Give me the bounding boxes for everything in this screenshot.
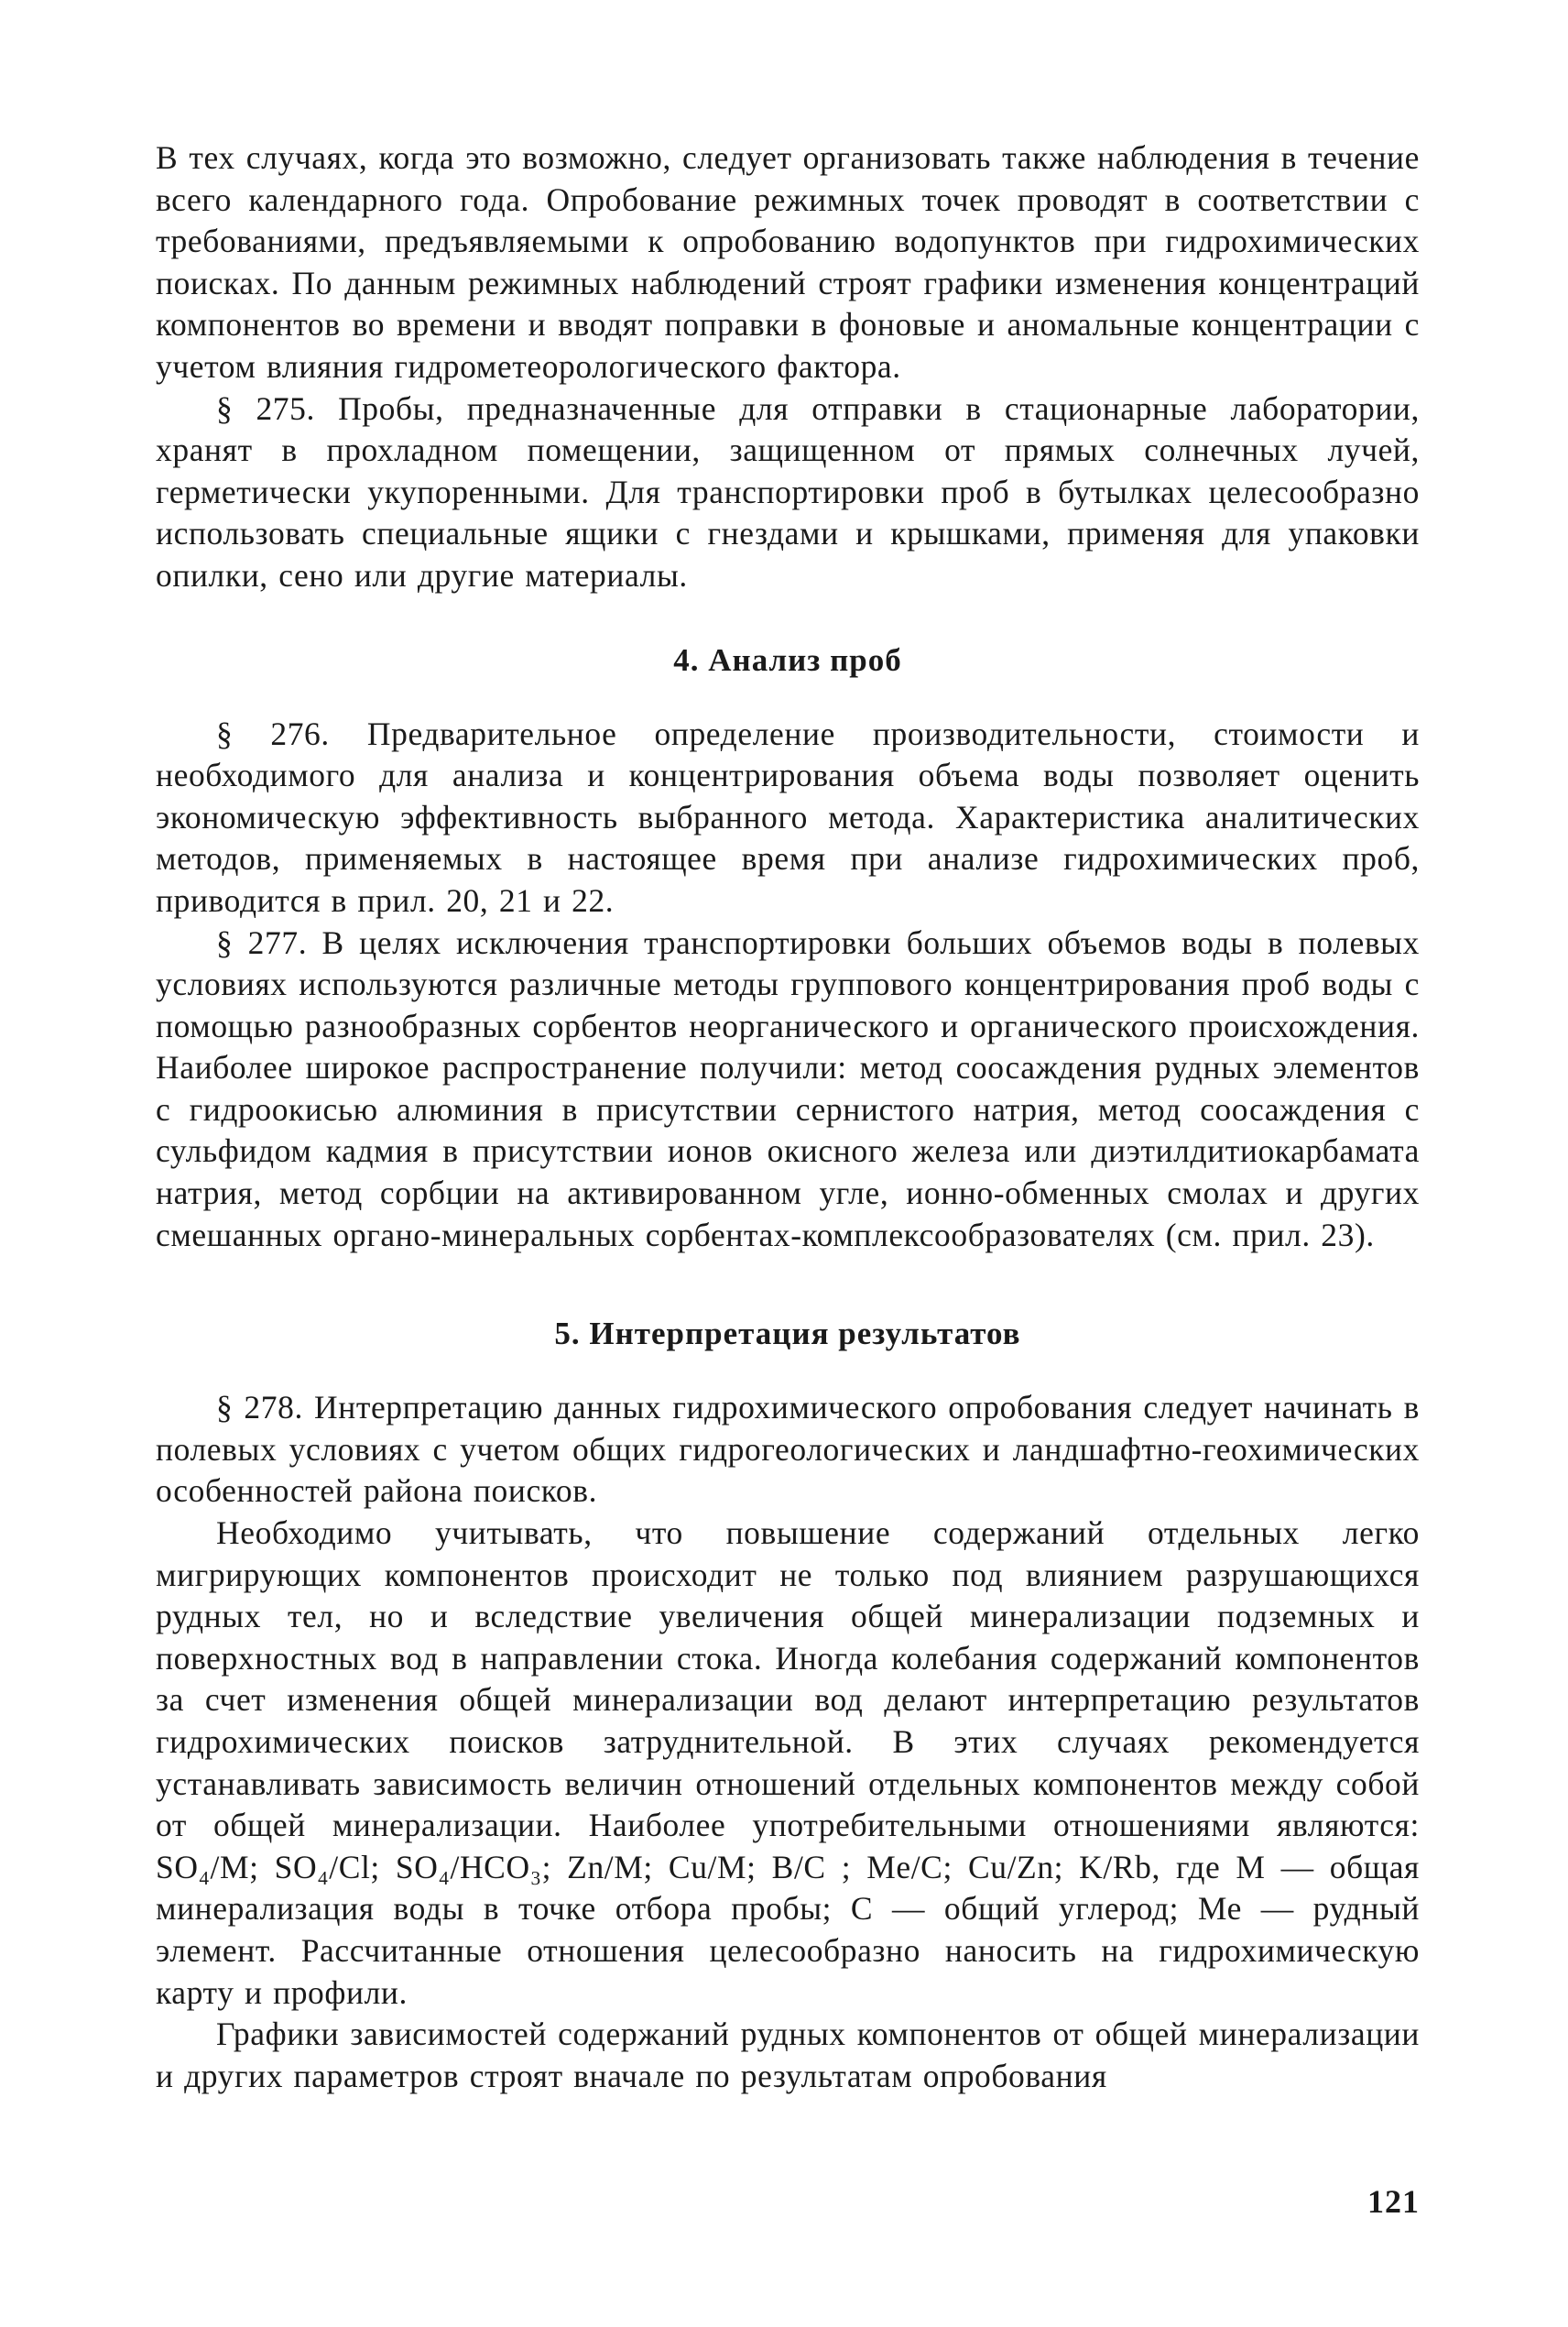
paragraph-mineralization: Необходимо учитывать, что повышение содержаний отдельных легко мигрирующих компонентов происходит не только под влиянием разрушающихся рудных тел, но и вследствие увеличения общей минерализации подземных и поверхностных вод в направлении стока. Иногда колебания содержаний компонентов за счет изменения общей минерализации вод делают интерпретацию результатов гидрохимических поисков затруднительной. В этих случаях рекомендуется устанавливать зависимость величин отношений отдельных компонентов между собой от общей минерализации. Наиболее употребительными отношениями являются: SO₄/M; SO₄/Cl; SO₄/HCO₃; Zn/M; Cu/M; B/C ; Me/C; Cu/Zn; K/Rb, где М — общая минерализация воды в точке отбора пробы; С — общий углерод; Ме — рудный элемент. Рассчитанные отношения целесообразно наносить на гидрохимическую карту и профили. bbox=[156, 1514, 1420, 2011]
page-body bbox=[156, 137, 1420, 2097]
page-number: 121 bbox=[1367, 2183, 1420, 2220]
section-heading-sample-analysis: 4. Анализ проб bbox=[673, 641, 902, 678]
paragraph-276: § 276. Предварительное определение производительности, стоимости и необходимого для анализа и концентрирования объема воды позволяет оценить экономическую эффективность выбранного метода. Характеристика аналитических методов, применяемых в настоящее время при анализе гидрохимических проб, приводится в прил. 20, 21 и 22. bbox=[156, 715, 1420, 919]
section-heading-interpretation: 5. Интерпретация результатов bbox=[554, 1316, 1021, 1352]
paragraph-277: § 277. В целях исключения транспортировки больших объемов воды в полевых условиях используются различные методы группового концентрирования проб воды с помощью разнообразных сорбентов неорганического и органического происхождения. Наиболее широкое распространение получили: метод соосаждения рудных элементов с гидроокисью алюминия в присутствии сернистого натрия, метод соосаждения с сульфидом кадмия в присутствии ионов окисного железа или диэтилдитиокарбамата натрия, метод сорбции на активированном угле, ионно-обменных смолах и других смешанных органо-минеральных сорбентах-комплексообразователях (см. прил. 23). bbox=[156, 923, 1420, 1253]
paragraph-observations: В тех случаях, когда это возможно, следует организовать также наблюдения в течение всего календарного года. Опробование режимных точек проводят в соответствии с требованиями, предъявляемыми к опробованию водопунктов при гидрохимических поисках. По данным режимных наблюдений строят графики изменения концентраций компонентов во времени и вводят поправки в фоновые и аномальные концентрации с учетом влияния гидрометеорологического фактора. bbox=[156, 139, 1420, 385]
paragraph-275: § 275. Пробы, предназначенные для отправки в стационарные лаборатории, хранят в прохладном помещении, защищенном от прямых солнечных лучей, герметически укупоренными. Для транспортировки проб в бутылках целесообразно использовать специальные ящики с гнездами и крышками, применяя для упаковки опилки, сено или другие материалы. bbox=[156, 389, 1420, 594]
paragraph-graphs: Графики зависимостей содержаний рудных компонентов от общей минерализации и других параметров строят вначале по результатам опробования bbox=[156, 2016, 1420, 2094]
paragraph-278: § 278. Интерпретацию данных гидрохимического опробования следует начинать в полевых условиях с учетом общих гидрогеологических и ландшафтно-геохимических особенностей района поисков. bbox=[156, 1389, 1420, 1510]
